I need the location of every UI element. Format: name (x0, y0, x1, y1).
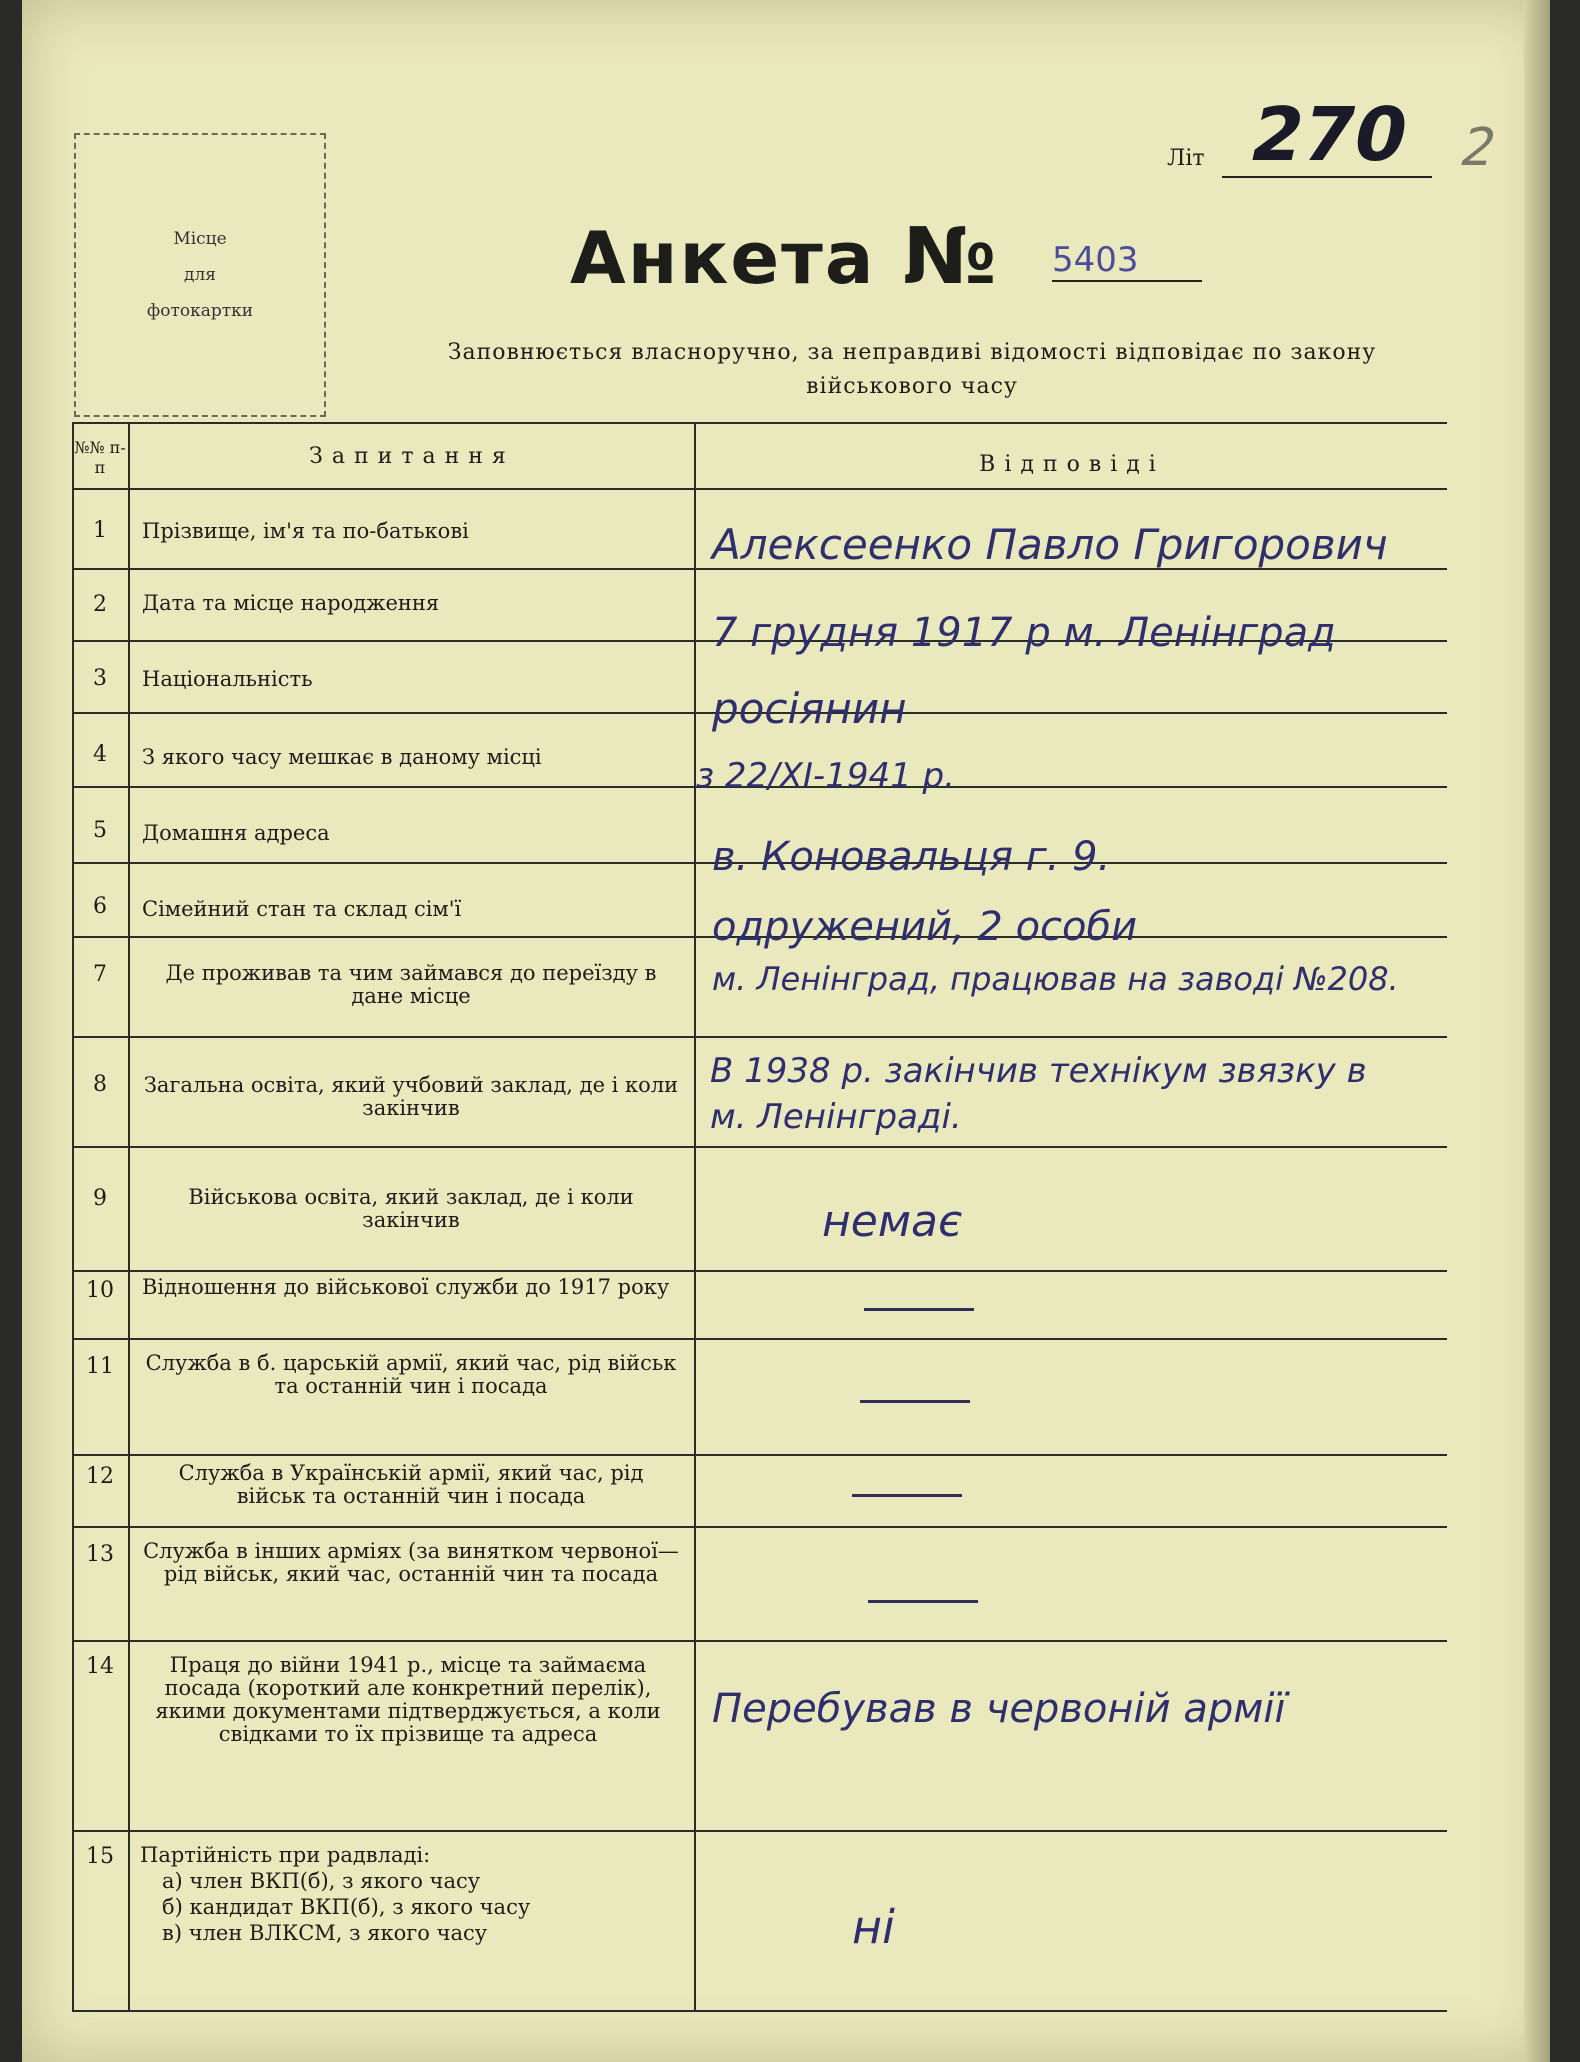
answer-15: ні (852, 1900, 895, 1954)
col-border-nn (128, 422, 130, 2010)
row-number-2: 2 (93, 592, 107, 617)
photo-box-line-1: Місце (173, 229, 227, 249)
answer-8: В 1938 р. закінчив технікум звязку в м. Ленінграді. (710, 1051, 1367, 1137)
question-15-item-a: а) член ВКП(б), з якого часу (162, 1869, 481, 1893)
answer-10 (864, 1290, 865, 1291)
row-number-10: 10 (86, 1278, 114, 1303)
table-top-border (72, 422, 1447, 424)
form-number: 5403 (1052, 240, 1202, 282)
question-1: Прізвище, ім'я та по-батькові (142, 519, 469, 543)
row-number-14: 14 (86, 1654, 114, 1679)
row-number-15: 15 (86, 1844, 114, 1869)
row-number-6: 6 (93, 894, 107, 919)
answer-12 (852, 1476, 853, 1477)
row-border-8 (72, 1146, 1447, 1148)
answer-6: одружений, 2 особи (712, 904, 1138, 950)
answer-13 (868, 1582, 869, 1583)
col-header-questions: Запитання (309, 444, 515, 469)
answer-1: Алексеенко Павло Григорович (712, 520, 1388, 569)
row-border-13 (72, 1640, 1447, 1642)
answer-11-dash (860, 1400, 970, 1403)
row-border-12 (72, 1526, 1447, 1528)
question-15-item-b: б) кандидат ВКП(б), з якого часу (162, 1895, 531, 1919)
photo-placeholder (74, 133, 326, 417)
col-border-left (72, 422, 74, 2010)
answer-13-dash (868, 1600, 978, 1603)
row-number-4: 4 (93, 742, 107, 767)
lit-label: Літ (1167, 146, 1205, 171)
answer-5: в. Коновальця г. 9. (712, 834, 1111, 880)
col-header-answers: Відповіді (979, 452, 1165, 477)
table-bottom-border (72, 2010, 1447, 2012)
header-row-border (72, 488, 1447, 490)
row-number-9: 9 (93, 1186, 107, 1211)
col-border-questions (694, 422, 696, 2010)
question-13: Служба в інших арміях (за винятком червоної—рід військ, який час, останній чин та посада (143, 1539, 679, 1586)
row-number-11: 11 (86, 1354, 114, 1379)
question-6: Сімейний стан та склад сім'ї (142, 897, 462, 921)
question-12: Служба в Українській армії, який час, рід військ та останній чин і посада (178, 1461, 644, 1508)
page-number: 2 (1453, 118, 1504, 178)
row-number-1: 1 (93, 518, 107, 543)
row-border-10 (72, 1338, 1447, 1340)
row-number-12: 12 (86, 1464, 114, 1489)
answer-10-dash (864, 1308, 974, 1311)
answer-4: з 22/XI-1941 р. (696, 756, 955, 796)
row-number-8: 8 (93, 1072, 107, 1097)
row-border-11 (72, 1454, 1447, 1456)
title-text: Анкета (570, 216, 876, 300)
question-3: Національність (142, 667, 313, 691)
row-border-14 (72, 1830, 1447, 1832)
question-2: Дата та місце народження (142, 591, 440, 615)
answer-12-dash (852, 1494, 962, 1497)
answer-3: росіянин (712, 684, 907, 733)
row-border-9 (72, 1270, 1447, 1272)
question-15-item-c: в) член ВЛКСМ, з якого часу (162, 1921, 488, 1945)
title-number-sign: № (902, 212, 999, 302)
question-4: З якого часу мешкає в даному місці (142, 745, 542, 769)
row-border-7 (72, 1036, 1447, 1038)
answer-11 (860, 1382, 861, 1383)
answer-14: Перебував в червоній армії (712, 1686, 1286, 1732)
question-9: Військова освіта, який заклад, де і коли закінчив (188, 1185, 634, 1232)
photo-box-line-3: фотокартки (146, 301, 254, 321)
question-8: Загальна освіта, який учбовий заклад, де і коли закінчив (143, 1073, 679, 1120)
answer-7: м. Ленінград, працював на заводі №208. (712, 960, 1399, 998)
question-7: Де проживав та чим займався до переїзду в дане місце (165, 961, 657, 1008)
form-title (570, 212, 998, 302)
col-header-nn: №№ п-п (74, 438, 126, 477)
form-page (22, 0, 1550, 2062)
form-subtitle: Заповнюється власноручно, за неправдиві відомості відповідає по закону військового часу (447, 340, 1377, 399)
page-edge (1524, 0, 1550, 2062)
question-10: Відношення до військової служби до 1917 року (142, 1275, 670, 1299)
row-number-5: 5 (93, 818, 107, 843)
question-11: Служба в б. царській армії, який час, рід військ та останній чин і посада (145, 1351, 677, 1398)
lit-number: 270 (1242, 92, 1416, 178)
question-14: Праця до війни 1941 р., місце та займаєма посада (короткий але конкретний перелік), якими документами підтверджується, а коли свідками то їх прізвище та адреса (155, 1653, 661, 1746)
row-number-7: 7 (93, 962, 107, 987)
row-number-3: 3 (93, 666, 107, 691)
photo-box-line-2: для (184, 265, 216, 285)
question-15: Партійність при радвладі: (140, 1843, 431, 1867)
answer-2: 7 грудня 1917 р м. Ленінград (712, 610, 1336, 656)
answer-9: немає (822, 1196, 963, 1247)
row-number-13: 13 (86, 1542, 114, 1567)
question-5: Домашня адреса (142, 821, 330, 845)
